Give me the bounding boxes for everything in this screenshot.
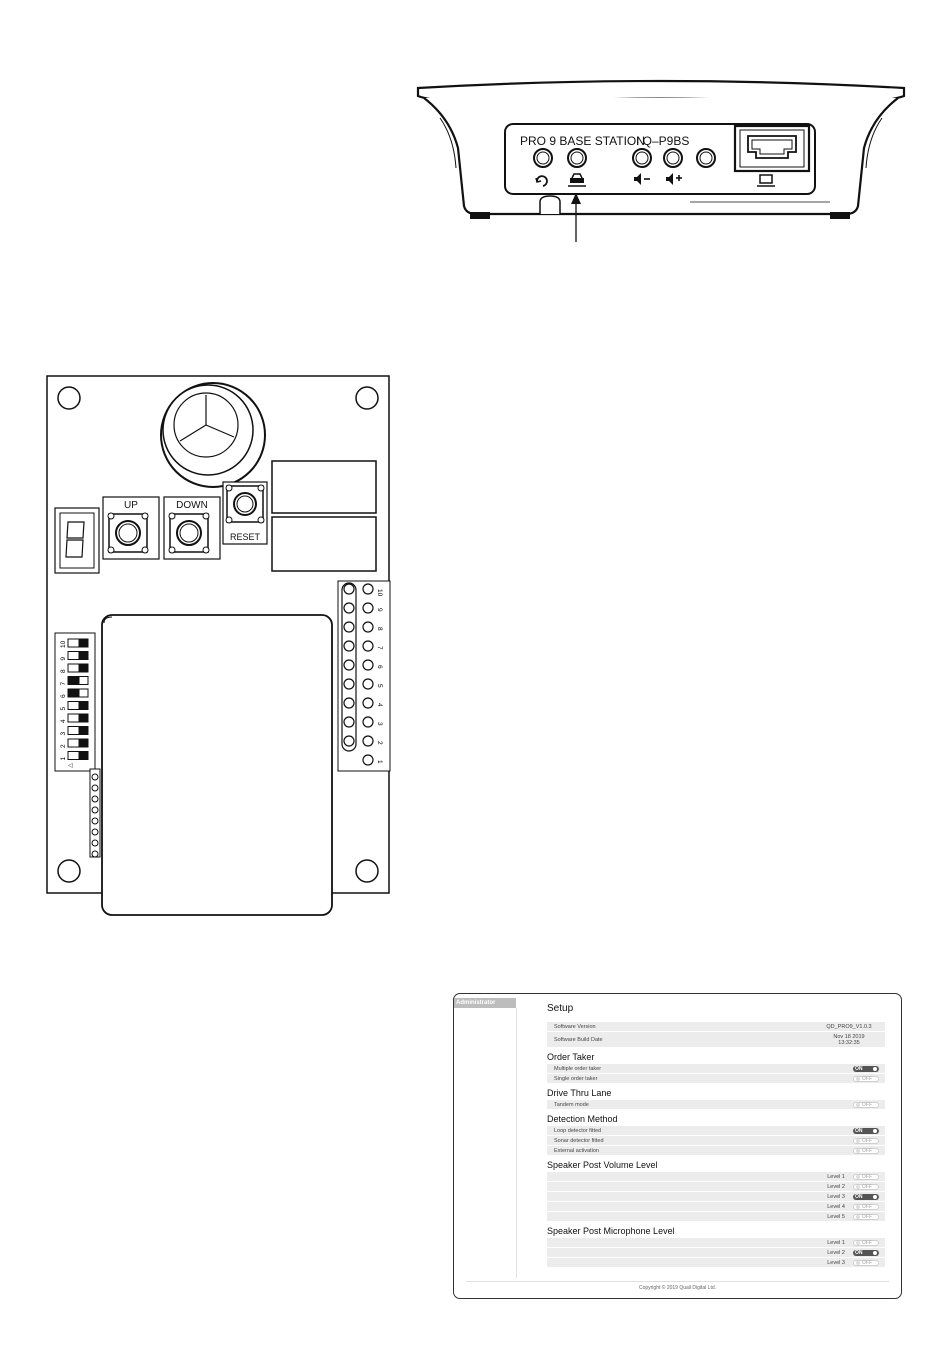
dip-switch-slot — [79, 664, 88, 672]
setting-label: Level 1 — [827, 1173, 845, 1180]
base-station-model: I Q–P9BS — [636, 134, 690, 148]
up-label: UP — [124, 500, 138, 511]
setting-row — [547, 1202, 885, 1212]
toggle-switch[interactable] — [853, 1194, 879, 1200]
mounting-hole — [356, 387, 378, 409]
toggle-knob-icon — [856, 1103, 860, 1107]
setting-row — [547, 1212, 885, 1222]
sync-button[interactable] — [534, 149, 552, 167]
section-heading: Order Taker — [547, 1052, 595, 1062]
terminal-screw — [363, 603, 373, 613]
terminal-left-pin — [344, 736, 354, 746]
toggle-knob-icon — [856, 1215, 860, 1219]
terminal-left-pin — [344, 698, 354, 708]
setting-label: Level 4 — [827, 1203, 845, 1210]
dip-switch-slot — [79, 652, 88, 660]
toggle-switch[interactable] — [853, 1240, 879, 1246]
module-block — [102, 615, 332, 915]
terminal-left-pin — [344, 584, 354, 594]
toggle-state: OFF — [862, 1147, 872, 1154]
toggle-switch[interactable] — [853, 1148, 879, 1154]
dip-switch-toggle[interactable] — [68, 702, 79, 710]
dip-switch-number: 1 — [60, 756, 67, 761]
header-pin — [92, 851, 98, 857]
setting-row — [547, 1192, 885, 1202]
terminal-left-pin — [344, 641, 354, 651]
dip-switch-toggle[interactable] — [68, 714, 79, 722]
header-pin — [92, 807, 98, 813]
section-heading: Speaker Post Microphone Level — [547, 1226, 675, 1236]
setting-label: Level 3 — [827, 1193, 845, 1200]
terminal-screw — [363, 717, 373, 727]
dip-switch-toggle[interactable] — [68, 739, 79, 747]
toggle-switch[interactable] — [853, 1102, 879, 1108]
base-station-illustration — [410, 78, 910, 248]
toggle-knob-icon — [856, 1139, 860, 1143]
info-label: Software Version — [554, 1023, 596, 1030]
dip-switch-slot — [79, 702, 88, 710]
dip-switch-toggle[interactable] — [68, 752, 79, 760]
relay-block — [272, 461, 376, 513]
relay-block — [272, 517, 376, 571]
dip-switch-slot — [79, 739, 88, 747]
dip-switch[interactable] — [55, 633, 95, 771]
dip-switch-number: 5 — [60, 706, 67, 711]
up-button[interactable] — [103, 497, 159, 559]
down-button[interactable] — [164, 497, 220, 559]
toggle-state: ON — [855, 1127, 863, 1134]
toggle-switch[interactable] — [853, 1066, 879, 1072]
setting-label: Tandem mode — [554, 1101, 589, 1108]
setting-row — [547, 1172, 885, 1182]
toggle-state: OFF — [862, 1239, 872, 1246]
toggle-state: OFF — [862, 1203, 872, 1210]
dip-switch-number: 7 — [60, 681, 67, 686]
toggle-switch[interactable] — [853, 1128, 879, 1134]
toggle-knob-icon — [856, 1077, 860, 1081]
setup-panel — [547, 1002, 885, 1268]
terminal-screw — [363, 698, 373, 708]
header-pin — [92, 796, 98, 802]
toggle-state: OFF — [862, 1259, 872, 1266]
setting-row — [547, 1100, 885, 1110]
header-pin — [92, 840, 98, 846]
terminal-screw — [363, 660, 373, 670]
toggle-state: OFF — [862, 1173, 872, 1180]
terminal-number: 3 — [376, 722, 383, 726]
night-mode-button[interactable] — [697, 149, 715, 167]
toggle-state: OFF — [862, 1183, 872, 1190]
toggle-switch[interactable] — [853, 1076, 879, 1082]
setting-row — [547, 1146, 885, 1156]
mounting-hole — [356, 860, 378, 882]
pcb-illustration — [46, 375, 392, 917]
dip-switch-number: 10 — [60, 640, 67, 648]
toggle-knob-icon — [873, 1067, 877, 1071]
terminal-screw — [363, 641, 373, 651]
setting-row — [547, 1136, 885, 1146]
toggle-switch[interactable] — [853, 1250, 879, 1256]
dip-switch-slot — [79, 639, 88, 647]
toggle-knob-icon — [856, 1205, 860, 1209]
reset-button[interactable] — [223, 482, 267, 544]
terminal-number: 1 — [376, 760, 383, 764]
volume-down-button[interactable] — [633, 149, 651, 167]
setting-label: Sonar detector fitted — [554, 1137, 604, 1144]
terminal-left-pin — [344, 603, 354, 613]
setting-row — [547, 1126, 885, 1136]
toggle-state: ON — [855, 1193, 863, 1200]
mounting-hole — [58, 860, 80, 882]
dip-switch-number: 9 — [60, 656, 67, 661]
pointer-arrow — [566, 190, 586, 246]
terminal-screw — [363, 622, 373, 632]
sidebar-tab-administrator[interactable]: Administrator — [454, 998, 516, 1008]
dip-switch-toggle[interactable] — [68, 677, 79, 685]
footer-copyright: Copyright © 2019 Quail Digital Ltd. — [466, 1281, 889, 1291]
setting-label: Multiple order taker — [554, 1065, 602, 1072]
setting-row — [547, 1182, 885, 1192]
toggle-knob-icon — [873, 1195, 877, 1199]
dip-switch-slot — [79, 727, 88, 735]
setting-label: Single order taker — [554, 1075, 598, 1082]
toggle-state: OFF — [862, 1137, 872, 1144]
terminal-left-pin — [344, 717, 354, 727]
toggle-knob-icon — [856, 1175, 860, 1179]
terminal-number: 6 — [376, 665, 383, 669]
setting-label: Level 2 — [827, 1183, 845, 1190]
dip-switch-toggle[interactable] — [68, 689, 79, 697]
setting-label: External activation — [554, 1147, 599, 1154]
toggle-switch[interactable] — [853, 1204, 879, 1210]
header-pin — [92, 785, 98, 791]
terminal-left-pin — [344, 679, 354, 689]
setting-label: Level 3 — [827, 1259, 845, 1266]
base-station-label: PRO 9 BASE STATION — [520, 134, 645, 148]
dip-on-marker: ◁ — [68, 763, 73, 769]
speaker-icon — [161, 383, 265, 487]
header-pin — [92, 829, 98, 835]
toggle-switch[interactable] — [853, 1184, 879, 1190]
terminal-number: 5 — [376, 684, 383, 688]
toggle-state: OFF — [862, 1075, 872, 1082]
toggle-knob-icon — [856, 1149, 860, 1153]
terminal-block — [338, 581, 390, 771]
dip-switch-slot — [79, 689, 88, 697]
toggle-state: OFF — [862, 1213, 872, 1220]
terminal-number: 8 — [376, 627, 383, 631]
setting-label: Level 5 — [827, 1213, 845, 1220]
dip-switch-toggle[interactable] — [68, 652, 79, 660]
toggle-knob-icon — [856, 1185, 860, 1189]
info-label: Software Build Date — [554, 1036, 603, 1043]
dip-switch-number: 2 — [60, 744, 67, 748]
dip-switch-slot — [79, 714, 88, 722]
dip-switch-number: 3 — [60, 731, 67, 736]
setting-row — [547, 1238, 885, 1248]
terminal-screw — [363, 736, 373, 746]
toggle-switch[interactable] — [853, 1174, 879, 1180]
mounting-hole — [58, 387, 80, 409]
terminal-number: 2 — [376, 741, 383, 745]
toggle-knob-icon — [873, 1251, 877, 1255]
terminal-number: 7 — [376, 646, 383, 650]
section-heading: Drive Thru Lane — [547, 1088, 612, 1098]
toggle-state: ON — [855, 1065, 863, 1072]
dip-switch-number: 4 — [60, 719, 67, 723]
setting-row — [547, 1258, 885, 1268]
dip-switch-number: 8 — [60, 669, 67, 673]
section-heading: Detection Method — [547, 1114, 618, 1124]
toggle-switch[interactable] — [853, 1260, 879, 1266]
sidebar — [454, 1008, 517, 1278]
setting-row — [547, 1248, 885, 1258]
terminal-screw — [363, 584, 373, 594]
toggle-switch[interactable] — [853, 1138, 879, 1144]
setting-label: Level 2 — [827, 1249, 845, 1256]
reset-label: RESET — [229, 532, 261, 542]
toggle-switch[interactable] — [853, 1214, 879, 1220]
info-row — [547, 1022, 885, 1032]
section-heading: Speaker Post Volume Level — [547, 1160, 658, 1170]
toggle-knob-icon — [856, 1241, 860, 1245]
info-value: QD_PRO9_V1.0.3 — [826, 1023, 872, 1030]
toggle-knob-icon — [873, 1129, 877, 1133]
toggle-state: ON — [855, 1249, 863, 1256]
setup-screenshot — [453, 993, 902, 1299]
info-row — [547, 1032, 885, 1048]
setting-label: Loop detector fitted — [554, 1127, 602, 1134]
terminal-number: 10 — [376, 589, 383, 597]
terminal-screw — [363, 679, 373, 689]
terminal-number: 9 — [376, 608, 383, 612]
setting-label: Level 1 — [827, 1239, 845, 1246]
setting-row — [547, 1074, 885, 1084]
dip-switch-slot — [79, 677, 88, 685]
dip-switch-number: 6 — [60, 694, 67, 698]
terminal-screw — [363, 755, 373, 765]
down-label: DOWN — [176, 500, 208, 511]
terminal-left-pin — [344, 660, 354, 670]
volume-up-button[interactable] — [664, 149, 682, 167]
header-pin — [92, 818, 98, 824]
dip-switch-toggle[interactable] — [68, 727, 79, 735]
page-title: Setup — [547, 1003, 574, 1014]
terminal-left-pin — [344, 622, 354, 632]
info-value: Nov 18 2019 13:32:35 — [833, 1033, 865, 1046]
seven-segment-display — [55, 508, 99, 573]
header-pin — [92, 774, 98, 780]
dip-switch-toggle[interactable] — [68, 639, 79, 647]
toggle-knob-icon — [856, 1261, 860, 1265]
car-button[interactable] — [568, 149, 586, 167]
setting-row — [547, 1064, 885, 1074]
dip-switch-slot — [79, 752, 88, 760]
toggle-state: OFF — [862, 1101, 872, 1108]
terminal-number: 4 — [376, 703, 383, 707]
ethernet-port[interactable] — [735, 126, 809, 171]
dip-switch-toggle[interactable] — [68, 664, 79, 672]
